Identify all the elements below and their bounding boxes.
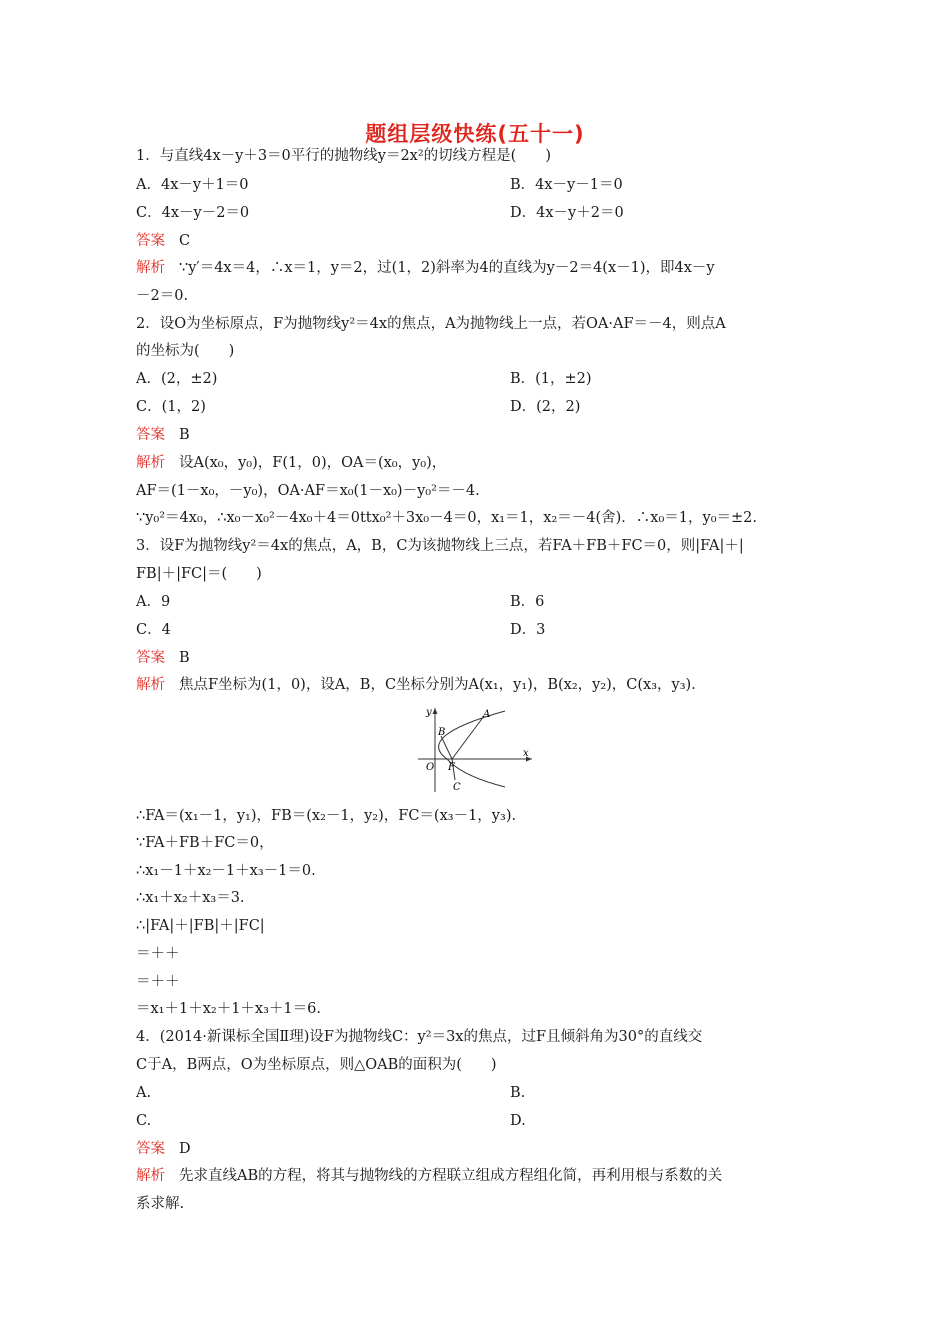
q3-stem-line-2: FB|＋|FC|＝( )	[136, 566, 262, 582]
q2-analysis-line-2: AF＝(1－x₀，－y₀)，OA·AF＝x₀(1－x₀)－y₀²＝－4.	[136, 483, 480, 499]
q2-stem-line-2: 的坐标为( )	[136, 343, 235, 359]
q4-stem-line-1: 4．(2014·新课标全国Ⅱ理)设F为抛物线C：y²＝3x的焦点，过F且倾斜角为30°的直线交	[136, 1029, 703, 1045]
q3-analysis-text-1: 焦点F坐标为(1，0)，设A，B，C坐标分别为A(x₁，y₁)，B(x₂，y₂)，C(x₃，y₃)．	[179, 677, 706, 693]
q1-option-b: B．4x－y－1＝0	[510, 177, 623, 193]
answer-label: 答案	[136, 427, 165, 443]
q1-option-c: C．4x－y－2＝0	[136, 205, 250, 221]
q3-answer	[136, 648, 190, 668]
q4-analysis-line-1	[136, 1166, 722, 1186]
q2-analysis-line-1	[136, 453, 446, 473]
label-b: B	[438, 727, 446, 738]
q3-analysis-line-2: ∴FA＝(x₁－1，y₁)，FB＝(x₂－1，y₂)，FC＝(x₃－1，y₃)．	[136, 808, 526, 824]
q4-option-d: D.	[510, 1113, 526, 1129]
q1-analysis-line-2: －2＝0.	[136, 288, 189, 304]
q3-option-a: A．9	[136, 594, 171, 610]
page-title: 题组层级快练(五十一)	[365, 122, 585, 146]
q4-option-b: B.	[510, 1085, 526, 1101]
q1-analysis-text-1: ∵y′＝4x＝4，∴x＝1，y＝2，过(1，2)斜率为4的直线为y－2＝4(x－1)，即4x－y	[179, 260, 715, 276]
q4-option-c: C.	[136, 1113, 152, 1129]
q1-answer	[136, 231, 190, 251]
y-axis-arrow	[433, 708, 438, 714]
q2-answer-value: B	[179, 427, 190, 443]
q3-answer-value: B	[179, 650, 190, 666]
q3-option-c: C．4	[136, 622, 171, 638]
q4-analysis-line-2: 系求解.	[136, 1196, 185, 1212]
label-o: O	[426, 762, 435, 773]
analysis-label: 解析	[136, 1168, 165, 1184]
q2-stem-line-1: 2．设O为坐标原点，F为抛物线y²＝4x的焦点，A为抛物线上一点，若OA·AF＝－4，则点A	[136, 316, 726, 332]
q2-option-d: D．(2，2)	[510, 399, 581, 415]
parabola-figure	[410, 704, 535, 794]
q4-analysis-text-1: 先求直线AB的方程，将其与抛物线的方程联立组成方程组化简，再利用根与系数的关	[179, 1168, 723, 1184]
q2-analysis-line-3: ∵y₀²＝4x₀，∴x₀－x₀²－4x₀＋4＝0ttx₀²＋3x₀－4＝0，x₁＝1，x₂＝－4(舍)．∴x₀＝1，y₀＝±2.	[136, 510, 758, 526]
analysis-label: 解析	[136, 260, 165, 276]
q3-analysis-line-7: ＝＋＋	[136, 946, 180, 962]
analysis-label: 解析	[136, 677, 165, 693]
q1-answer-value: C	[179, 233, 191, 249]
label-a: A	[483, 709, 491, 720]
q1-analysis-line-1	[136, 258, 715, 278]
q2-option-c: C．(1，2)	[136, 399, 206, 415]
q3-option-d: D．3	[510, 622, 546, 638]
q4-answer	[136, 1139, 191, 1159]
q3-analysis-line-8: ＝＋＋	[136, 974, 180, 990]
q3-analysis-line-4: ∴x₁－1＋x₂－1＋x₃－1＝0.	[136, 863, 316, 879]
q2-option-b: B．(1，±2)	[510, 371, 592, 387]
answer-label: 答案	[136, 1141, 165, 1157]
q3-stem-line-1: 3．设F为抛物线y²＝4x的焦点，A，B，C为该抛物线上三点，若FA＋FB＋FC＝0，则|FA|＋|	[136, 538, 744, 554]
segment-fa	[452, 716, 484, 759]
analysis-label: 解析	[136, 455, 165, 471]
q3-option-b: B．6	[510, 594, 545, 610]
q3-analysis-line-5: ∴x₁＋x₂＋x₃＝3.	[136, 890, 245, 906]
q1-stem: 1．与直线4x－y＋3＝0平行的抛物线y＝2x²的切线方程是( )	[136, 148, 551, 164]
q1-option-a: A．4x－y＋1＝0	[136, 177, 249, 193]
q2-analysis-text-1: 设A(x₀，y₀)，F(1，0)，OA＝(x₀，y₀)，	[179, 455, 447, 471]
label-y: y	[426, 707, 432, 718]
q2-answer	[136, 425, 190, 445]
parabola-curve	[439, 711, 505, 787]
q1-option-d: D．4x－y＋2＝0	[510, 205, 624, 221]
q4-stem-line-2: C于A，B两点，O为坐标原点，则△OAB的面积为( )	[136, 1057, 497, 1073]
q3-analysis-line-1	[136, 675, 706, 695]
label-c: C	[453, 782, 461, 793]
answer-label: 答案	[136, 233, 165, 249]
q4-answer-value: D	[179, 1141, 191, 1157]
q2-option-a: A．(2，±2)	[136, 371, 218, 387]
q3-analysis-line-9: ＝x₁＋1＋x₂＋1＋x₃＋1＝6.	[136, 1001, 321, 1017]
q4-option-a: A.	[136, 1085, 152, 1101]
q3-analysis-line-6: ∴|FA|＋|FB|＋|FC|	[136, 918, 265, 934]
answer-label: 答案	[136, 650, 165, 666]
q3-analysis-line-3: ∵FA＋FB＋FC＝0，	[136, 835, 274, 851]
label-f: F	[448, 762, 455, 773]
label-x: x	[523, 748, 529, 759]
